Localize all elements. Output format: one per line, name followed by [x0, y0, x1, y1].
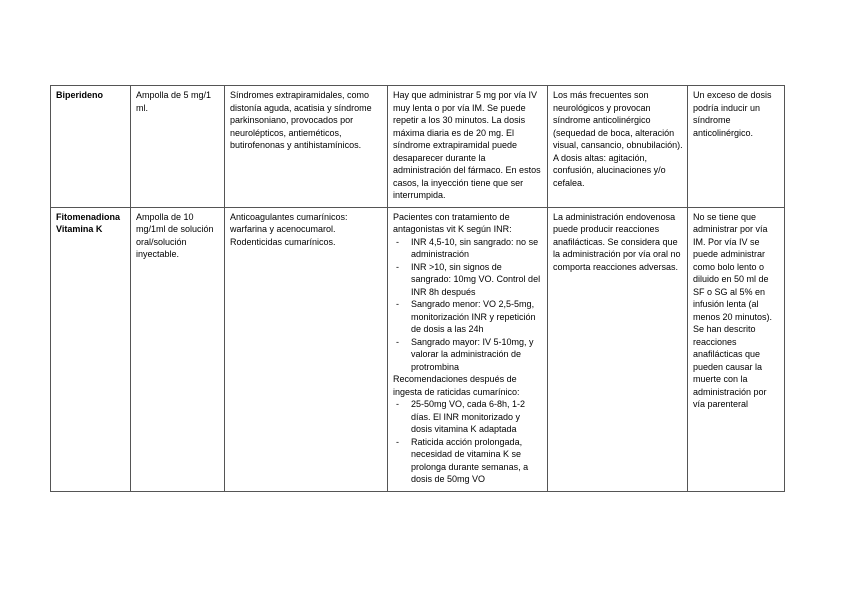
list-item: - Sangrado mayor: IV 5-10mg, y valorar la administración de protrombina	[393, 336, 543, 374]
administration-list-2	[393, 398, 543, 486]
drug-name: Biperideno	[56, 90, 104, 100]
indications-text: Síndromes extrapiramidales, como distonía aguda, acatisia y síndrome parkinsoniano, provocados por neurolépticos, antieméticos, butirofenonas y antihistamínicos.	[230, 90, 372, 150]
administration-text: Hay que administrar 5 mg por vía IV muy lenta o por vía IM. Se puede repetir a los 30 minutos. La dosis máxima diaria es de 20 mg. El síndrome extrapiramidal puede desaparecer durante la administración del fármaco. En estos casos, la inyección tiene que ser interrumpida.	[393, 90, 541, 200]
drug-table	[50, 85, 785, 492]
presentation-text: Ampolla de 5 mg/1 ml.	[136, 90, 212, 113]
indications-text: Rodenticidas cumarínicos.	[230, 236, 336, 247]
administration-intro-2: Recomendaciones después de ingesta de raticidas cumarínico:	[393, 374, 520, 397]
drug-name-cell	[51, 86, 131, 208]
drug-name-alt: Vitamina K	[56, 224, 103, 234]
list-item: - INR >10, sin signos de sangrado: 10mg VO. Control del INR 8h después	[393, 261, 543, 299]
indications-text: Anticoagulantes cumarínicos: warfarina y acenocumarol.	[230, 211, 348, 234]
list-item: - Sangrado menor: VO 2,5-5mg, monitorización INR y repetición de dosis a las 24h	[393, 298, 543, 336]
administration-cell	[388, 207, 548, 491]
list-item: - Raticida acción prolongada, necesidad de vitamina K se prolonga durante semanas, a dosis de 50mg VO	[393, 436, 543, 486]
list-item: - 25-50mg VO, cada 6-8h, 1-2 días. El INR monitorizado y dosis vitamina K adaptada	[393, 398, 543, 436]
administration-list	[393, 236, 543, 374]
adverse-effects-text: La administración endovenosa puede producir reacciones anafilácticas. Se considera que la administración por vía oral no comporta reacciones adversas.	[553, 211, 681, 272]
presentation-cell	[131, 86, 225, 208]
indications-cell	[225, 207, 388, 491]
presentation-text: Ampolla de 10 mg/1ml de solución oral/solución inyectable.	[136, 211, 214, 259]
notes-text: Un exceso de dosis podría inducir un síndrome anticolinérgico.	[693, 90, 772, 138]
administration-cell	[388, 86, 548, 208]
notes-cell	[688, 86, 785, 208]
table-row	[51, 207, 785, 491]
list-item: - INR 4,5-10, sin sangrado: no se administración	[393, 236, 543, 261]
drug-name: Fitomenadiona	[56, 211, 121, 222]
notes-text: No se tiene que administrar por vía IM. Por vía IV se puede administrar como bolo lento o diluido en 50 ml de SF o SG al 5% en infusión lenta (al menos 20 minutos). Se han descrito reacciones anafilácticas que pueden causar la muerte con la administración por vía parenteral	[693, 211, 773, 409]
table-row	[51, 86, 785, 208]
administration-intro: Pacientes con tratamiento de antagonistas vit K según INR:	[393, 211, 512, 234]
adverse-effects-text: Los más frecuentes son neurológicos y provocan síndrome anticolinérgico (sequedad de boca, alteración visual, cansancio, obnubilación). A dosis altas: agitación, confusión, alucinaciones y/o cefalea.	[553, 90, 683, 188]
drug-name-cell	[51, 207, 131, 491]
presentation-cell	[131, 207, 225, 491]
adverse-effects-cell	[548, 86, 688, 208]
notes-cell	[688, 207, 785, 491]
adverse-effects-cell	[548, 207, 688, 491]
indications-cell	[225, 86, 388, 208]
